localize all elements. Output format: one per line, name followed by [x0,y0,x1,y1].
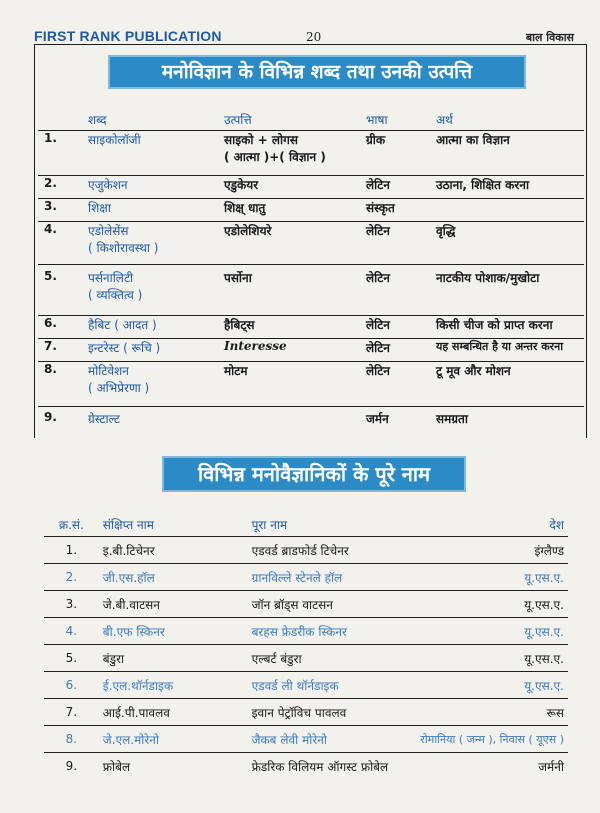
table-row [38,362,584,407]
term-meaning: यह सम्बन्धित है या अन्तर करना [432,339,584,362]
short-name: आई.पी.पावलव [99,699,248,726]
country: यू.एस.ए. [416,564,568,591]
table-row [38,176,584,199]
term-origin: Interesse [220,339,362,362]
page-header [34,26,574,46]
term-word: इन्टरेस्ट ( रूचि ) [84,339,220,362]
row-number: 3. [38,199,84,222]
term-word: एजुकेशन [84,176,220,199]
term-language: लेटिन [362,265,432,316]
row-number: 3. [44,591,99,618]
country: रूस [416,699,568,726]
term-origin: मोटम [220,362,362,407]
row-number: 2. [44,564,99,591]
table-row [44,645,568,672]
table-row [38,222,584,265]
terms-table [38,108,584,434]
page-number: 20 [306,30,322,44]
table-row [44,672,568,699]
table-row [44,753,568,780]
country: यू.एस.ए. [416,645,568,672]
col-header-word: शब्द [88,112,107,127]
short-name: बी.एफ स्किनर [99,618,248,645]
term-origin: हैबिट्स [220,316,362,339]
short-name: फ्रोबेल [99,753,248,780]
short-name: बंडुरा [99,645,248,672]
term-word: हैबिट ( आदत ) [84,316,220,339]
row-number: 9. [44,753,99,780]
term-word: साइकोलॉजी [84,131,220,176]
term-meaning: नाटकीय पोशाक/मुखोटा [432,265,584,316]
term-word: ग्रेस्टाल्ट [84,407,220,435]
term-origin: पर्सोना [220,265,362,316]
term-origin: एडुकेयर [220,176,362,199]
term-meaning: समग्रता [432,407,584,435]
full-name: जॉन ब्रॉड्स वाटसन [248,591,417,618]
country: यू.एस.ए. [416,672,568,699]
full-name: जैकब लेवी मोरेनो [248,726,417,753]
full-name: ग्रानविल्ले स्टेनले हॉल [248,564,417,591]
table-row [38,131,584,176]
col-header-full-name: पूरा नाम [251,517,288,532]
term-language: लेटिन [362,339,432,362]
table-row [38,339,584,362]
terms-table-header [38,108,584,131]
term-meaning [432,199,584,222]
row-number: 4. [44,618,99,645]
table-row [44,618,568,645]
short-name: जे.एल.मोरेनो [99,726,248,753]
table-row [38,316,584,339]
term-language: लेटिन [362,316,432,339]
row-number: 6. [44,672,99,699]
short-name: जे.बी.वाटसन [99,591,248,618]
country: रोमानिया ( जन्म ), निवास ( यूएस ) [416,726,568,753]
term-language: संस्कृत [362,199,432,222]
row-number: 5. [44,645,99,672]
term-word: पर्सनालिटी [88,271,134,285]
table-row [38,265,584,316]
col-header-origin: उत्पत्ति [224,112,252,127]
table-row [38,199,584,222]
term-language: लेटिन [362,362,432,407]
row-number: 8. [44,726,99,753]
col-header-short-name: संक्षिप्त नाम [102,517,154,532]
term-meaning: टू मूव और मोशन [432,362,584,407]
full-name: एल्बर्ट बंडुरा [248,645,417,672]
col-header-country: देश [549,517,564,532]
term-meaning: वृद्धि [432,222,584,265]
term-origin: एडोलेशियरे [220,222,362,265]
full-name: एडवर्ड ली थॉर्नडाइक [248,672,417,699]
term-language: लेटिन [362,222,432,265]
publisher-name: FIRST RANK PUBLICATION [34,28,222,44]
term-language: ग्रीक [362,131,432,176]
row-number: 8. [38,362,84,407]
row-number: 5. [38,265,84,316]
table-row [44,699,568,726]
row-number: 7. [38,339,84,362]
term-word-gloss: ( अभिप्रेरणा ) [88,381,150,395]
country: इंग्लैण्ड [416,537,568,564]
country: यू.एस.ए. [416,618,568,645]
term-language: जर्मन [362,407,432,435]
subject-label: बाल विकास [525,31,574,44]
short-name: ई.एल.थॉर्नडाइक [99,672,248,699]
term-word-gloss: ( व्यक्तित्व ) [88,288,143,302]
term-meaning: उठाना, शिक्षित करना [432,176,584,199]
term-origin [220,407,362,435]
full-name: एडवर्ड ब्राडफोर्ड टिचेनर [248,537,417,564]
term-word: एडोलेसेंस [88,224,129,238]
term-origin: साइको + लोगस [224,133,298,147]
short-name: इ.बी.टिचेनर [99,537,248,564]
term-language: लेटिन [362,176,432,199]
row-number: 4. [38,222,84,265]
col-header-serial: क्र.सं. [58,517,84,532]
country: जर्मनी [416,753,568,780]
term-meaning: आत्मा का विज्ञान [432,131,584,176]
row-number: 7. [44,699,99,726]
table-row [44,564,568,591]
col-header-meaning: अर्थ [436,112,453,127]
section2-title: विभिन्न मनोवैज्ञानिकों के पूरे नाम [162,456,466,492]
section1-title: मनोविज्ञान के विभिन्न शब्द तथा उनकी उत्पत्ति [108,55,526,89]
term-word: शिक्षा [84,199,220,222]
full-name: फ्रेडरिक विलियम ऑगस्ट फ्रोबेल [248,753,417,780]
row-number: 6. [38,316,84,339]
table-row [44,591,568,618]
country: यू.एस.ए. [416,591,568,618]
full-name: बरहस फ्रेडरीक स्किनर [248,618,417,645]
col-header-language: भाषा [366,112,388,127]
row-number: 1. [38,131,84,176]
term-word: मोटिवेशन [88,364,129,378]
term-origin: शिक्ष् धातु [220,199,362,222]
psychologists-table [44,512,568,779]
full-name: इवान पेट्रॉविच पावलव [248,699,417,726]
row-number: 2. [38,176,84,199]
table-row [38,407,584,435]
term-meaning: किसी चीज को प्राप्त करना [432,316,584,339]
row-number: 9. [38,407,84,435]
psychologists-table-header [44,512,568,537]
term-word-gloss: ( किशोरावस्था ) [88,241,159,255]
short-name: जी.एस.हॉल [99,564,248,591]
row-number: 1. [44,537,99,564]
term-origin-gloss: ( आत्मा )+( विज्ञान ) [224,150,326,164]
table-row [44,726,568,753]
table-row [44,537,568,564]
